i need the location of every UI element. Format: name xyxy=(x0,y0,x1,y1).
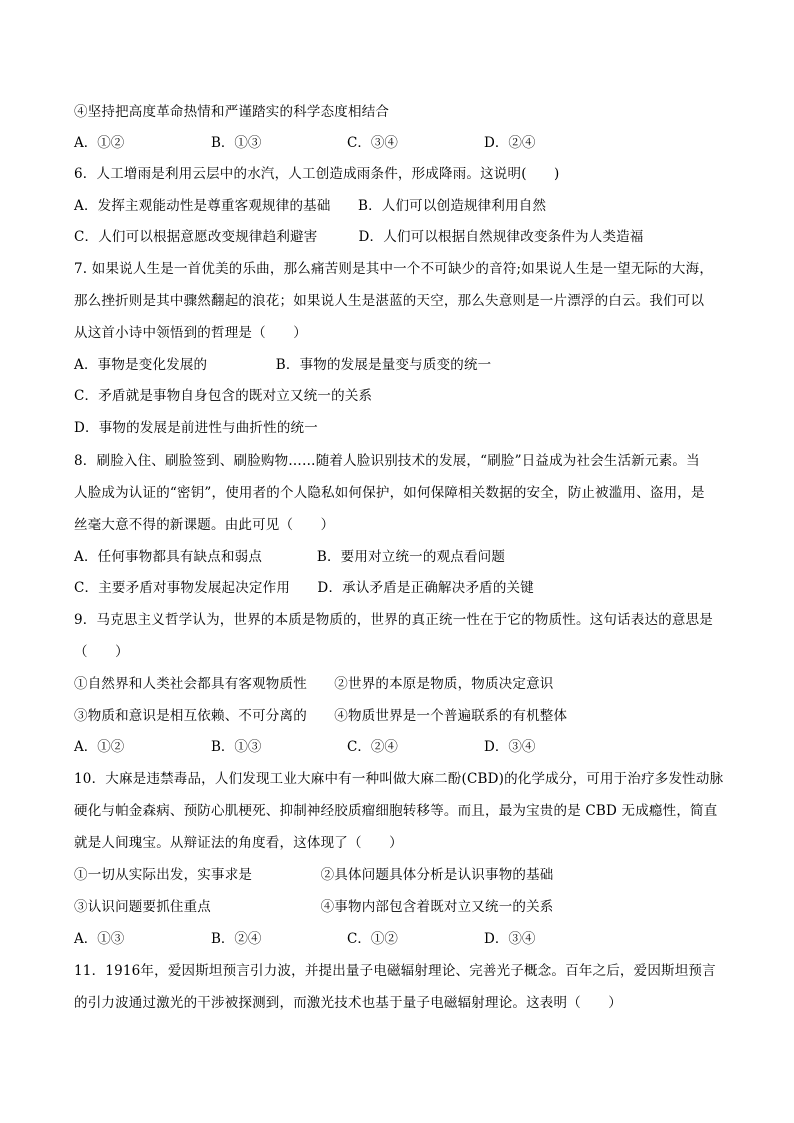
question-11-stem-line-1: 11．1916年，爱因斯坦预言引力波，并提出量子电磁辐射理论、完善光子概念。百年之后，爱因斯坦预言 xyxy=(74,963,716,979)
question-8-stem-line-2: 人脸成为认证的“密钥”，使用者的个人隐私如何保护，如何保障相关数据的安全，防止被滥用、盗用，是 xyxy=(74,485,705,501)
question-8-options-ab: A．任何事物都具有缺点和弱点 B．要用对立统一的观点看问题 xyxy=(74,549,506,565)
question-10-statements-12: ①一切从实际出发，实事求是 ②具体问题具体分析是认识事物的基础 xyxy=(74,867,554,883)
answer-option-d: D．③④ xyxy=(484,739,536,755)
answer-option-d: D．②④ xyxy=(484,135,536,151)
answer-option-a: A．①② xyxy=(74,739,125,755)
question-9-statements-12: ①自然界和人类社会都具有客观物质性 ②世界的本原是物质，物质决定意识 xyxy=(74,676,554,692)
question-6-options-cd: C．人们可以根据意愿改变规律趋利避害 D．人们可以根据自然规律改变条件为人类造福 xyxy=(74,229,644,245)
question-5-option-4: ④坚持把高度革命热情和严谨踏实的科学态度相结合 xyxy=(74,104,390,120)
question-7-options-ab: A．事物是变化发展的 B．事物的发展是量变与质变的统一 xyxy=(74,357,492,373)
question-7-stem-line-3: 从这首小诗中领悟到的哲理是（ ） xyxy=(74,325,307,341)
question-10-stem-line-3: 就是人间瑰宝。从辩证法的角度看，这体现了（ ） xyxy=(74,835,403,851)
question-7-option-d: D．事物的发展是前进性与曲折性的统一 xyxy=(74,420,318,436)
answer-option-a: A．①③ xyxy=(74,931,125,947)
question-9-stem-line-1: 9．马克思主义哲学认为，世界的本质是物质的，世界的真正统一性在于它的物质性。这句话表达的意思是 xyxy=(74,612,713,628)
question-7-stem-line-1: 7. 如果说人生是一首优美的乐曲，那么痛苦则是其中一个不可缺少的音符;如果说人生是一望无际的大海， xyxy=(74,261,714,277)
question-7-option-c: C．矛盾就是事物自身包含的既对立又统一的关系 xyxy=(74,388,373,404)
answer-option-b: B．②④ xyxy=(211,931,262,947)
question-7-stem-line-2: 那么挫折则是其中骤然翻起的浪花；如果说人生是湛蓝的天空，那么失意则是一片漂浮的白云。我们可以 xyxy=(74,293,705,309)
question-10-stem-line-1: 10．大麻是违禁毒品，人们发现工业大麻中有一种叫做大麻二酚(CBD)的化学成分，可用于治疗多发性动脉 xyxy=(74,771,724,787)
answer-option-c: C．②④ xyxy=(347,739,398,755)
question-9-stem-line-2: （ ） xyxy=(74,644,129,660)
question-10-stem-line-2: 硬化与帕金森病、预防心肌梗死、抑制神经胶质瘤细胞转移等。而且，最为宝贵的是 CBD 无成瘾性，简直 xyxy=(74,803,718,819)
question-8-options-cd: C．主要矛盾对事物发展起决定作用 D．承认矛盾是正确解决矛盾的关键 xyxy=(74,580,534,596)
answer-option-c: C．①② xyxy=(347,931,398,947)
answer-option-d: D．③④ xyxy=(484,931,536,947)
question-8-stem-line-3: 丝毫大意不得的新课题。由此可见（ ） xyxy=(74,517,335,533)
question-11-stem-line-2: 的引力波通过激光的干涉被探测到，而激光技术也基于量子电磁辐射理论。这表明（ ） xyxy=(74,995,622,1011)
answer-option-b: B．①③ xyxy=(211,739,262,755)
question-9-statements-34: ③物质和意识是相互依赖、不可分离的 ④物质世界是一个普遍联系的有机整体 xyxy=(74,708,568,724)
question-10-statements-34: ③认识问题要抓住重点 ④事物内部包含着既对立又统一的关系 xyxy=(74,899,554,915)
question-8-stem-line-1: 8．刷脸入住、刷脸签到、刷脸购物……随着人脸识别技术的发展，“刷脸”日益成为社会生活新元素。当 xyxy=(74,453,700,469)
question-6-stem: 6．人工增雨是利用云层中的水汽，人工创造成雨条件，形成降雨。这说明( ) xyxy=(74,166,560,182)
answer-option-a: A．①② xyxy=(74,135,125,151)
answer-option-b: B．①③ xyxy=(211,135,262,151)
question-6-options-ab: A．发挥主观能动性是尊重客观规律的基础 B．人们可以创造规律利用自然 xyxy=(74,198,547,214)
answer-option-c: C．③④ xyxy=(347,135,398,151)
